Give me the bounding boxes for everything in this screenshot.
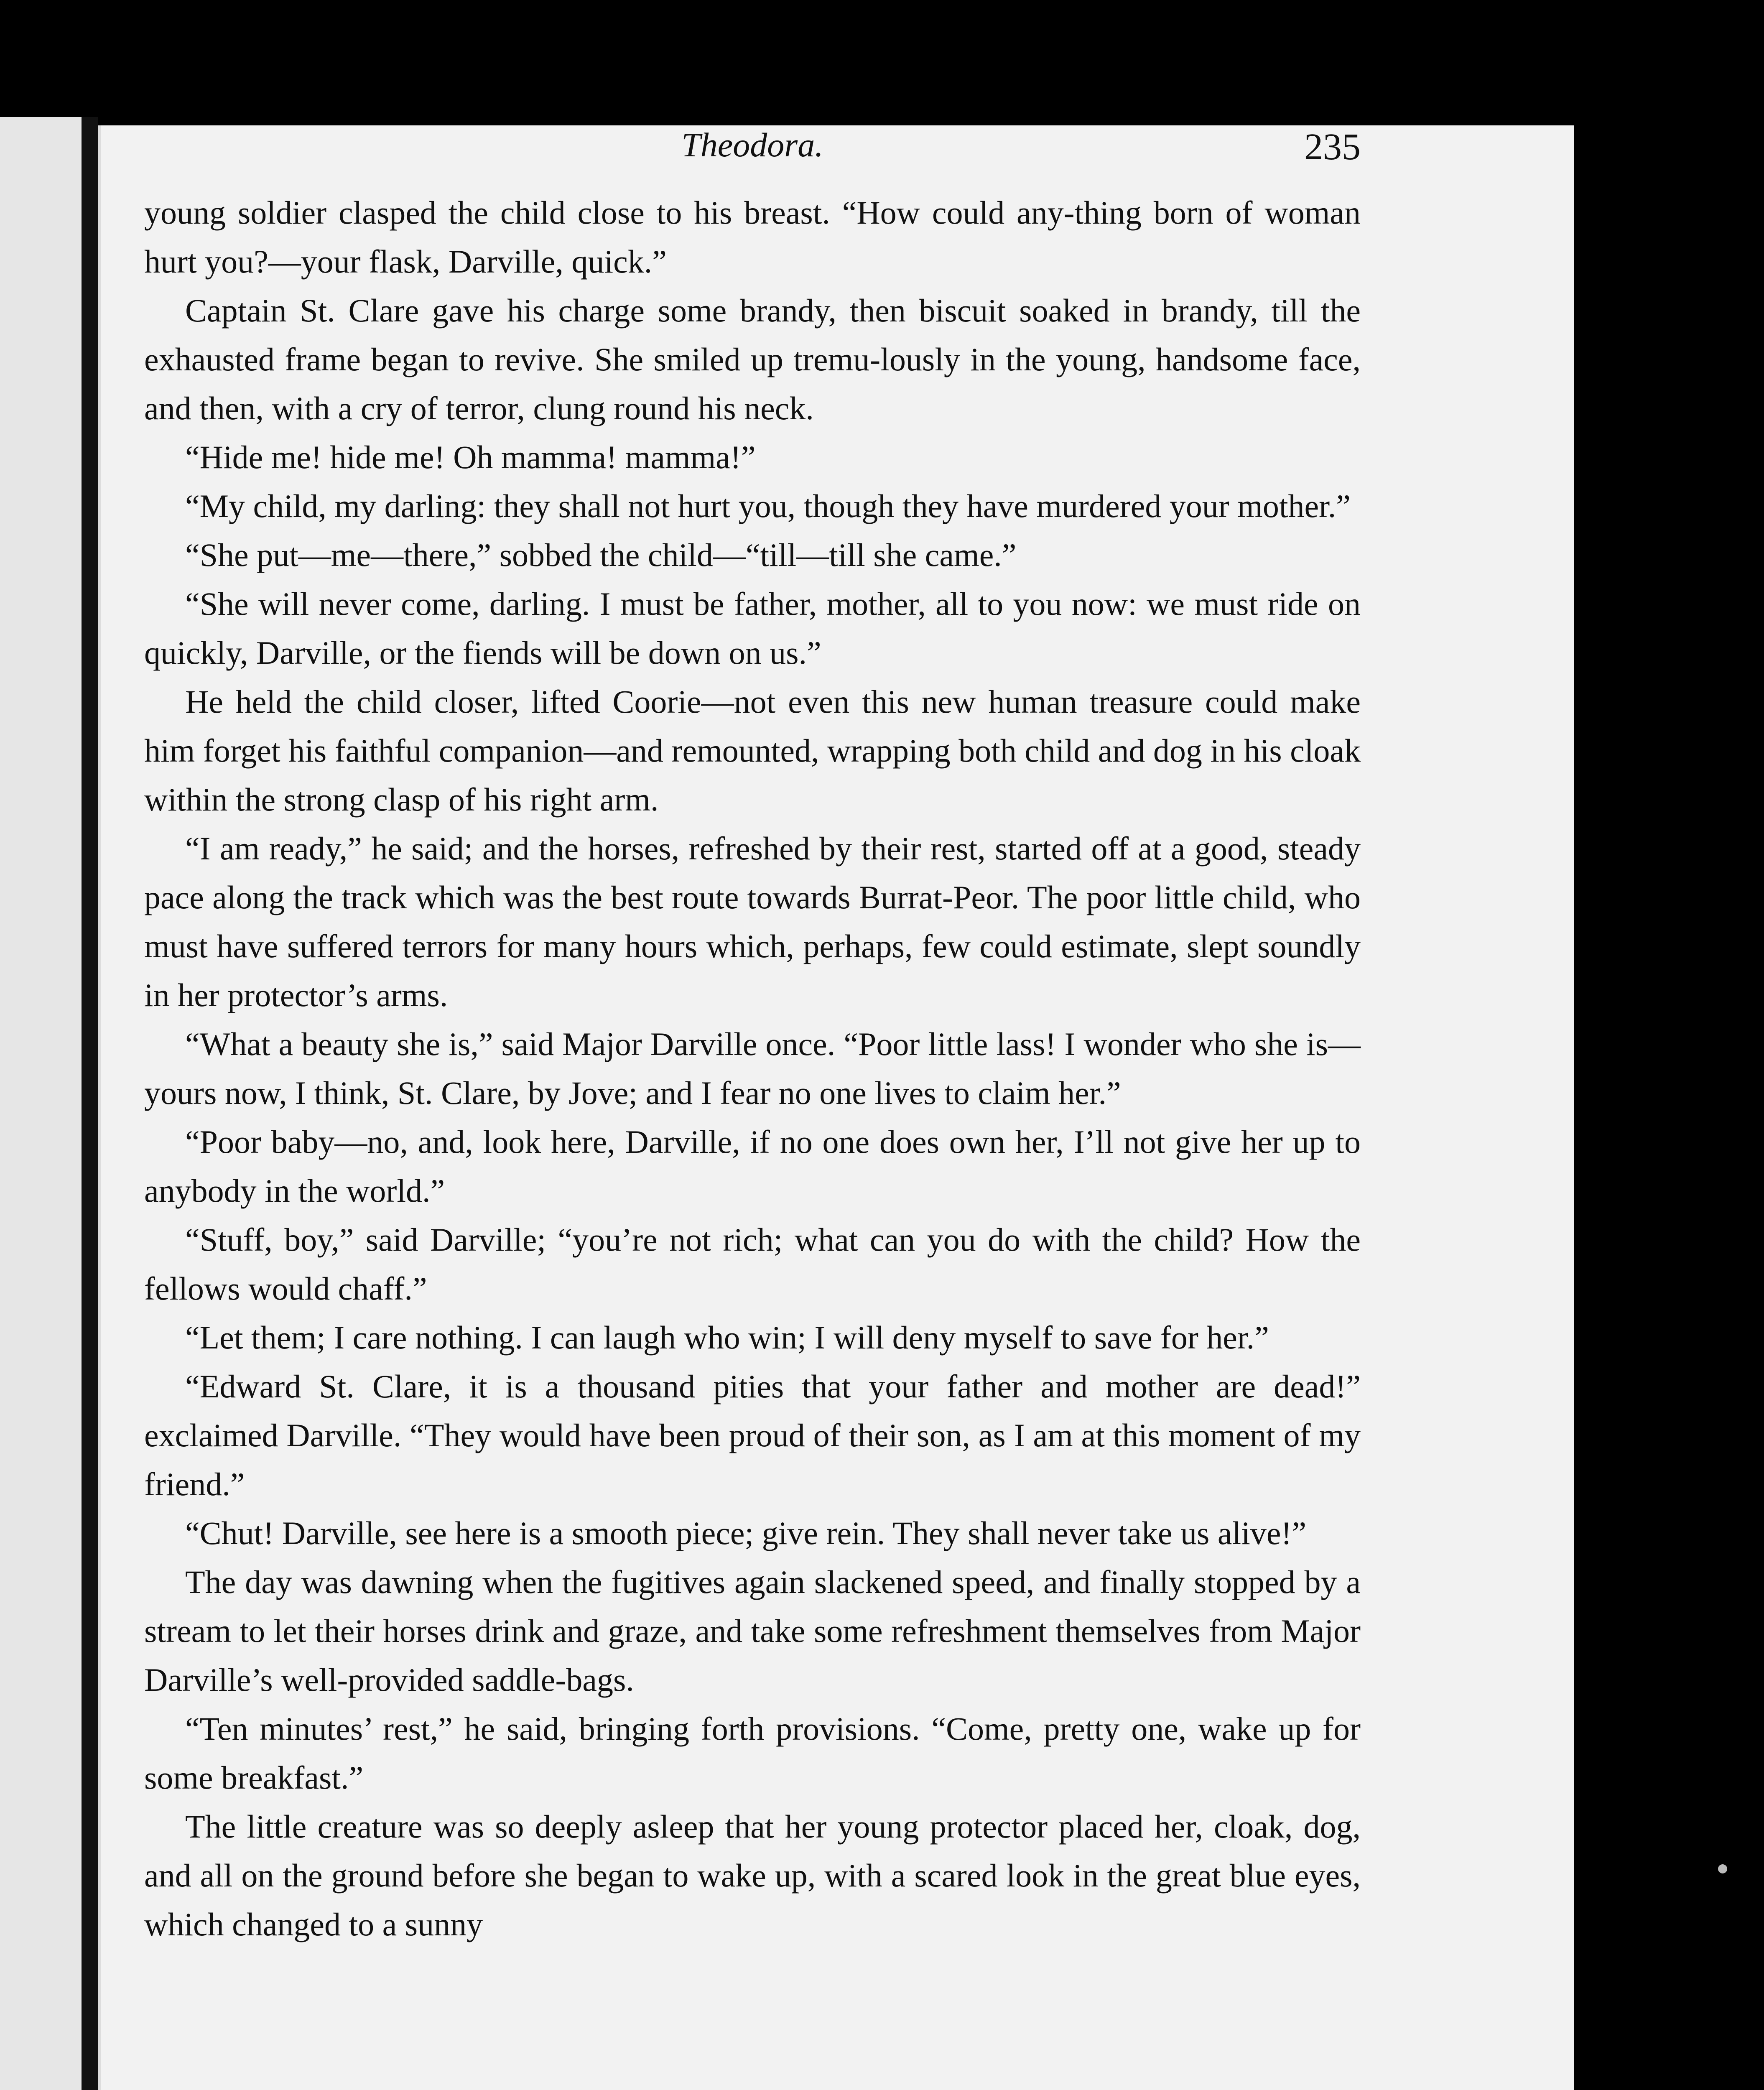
- book-gutter: [82, 117, 98, 2090]
- body-text: [144, 188, 1361, 1949]
- paragraph: “What a beauty she is,” said Major Darville once. “Poor little lass! I wonder who she is—yours now, I think, St. Clare, by Jove; and I fear no one lives to claim her.”: [144, 1026, 1361, 1111]
- paragraph: “Hide me! hide me! Oh mamma! mamma!”: [185, 439, 756, 475]
- paragraph: “Edward St. Clare, it is a thousand pities that your father and mother are dead!” exclaimed Darville. “They would have been proud of their son, as I am at this moment of my friend.”: [144, 1368, 1361, 1502]
- page-content: [144, 125, 1361, 1949]
- paragraph: “Poor baby—no, and, look here, Darville, if no one does own her, I’ll not give her up to anybody in the world.”: [144, 1124, 1361, 1209]
- paragraph: “My child, my darling: they shall not hurt you, though they have murdered your mother.”: [185, 488, 1351, 524]
- paragraph: young soldier clasped the child close to his breast. “How could any-thing born of woman hurt you?—your flask, Darville, quick.”: [144, 194, 1361, 280]
- page-number: 235: [1304, 126, 1361, 168]
- paragraph: He held the child closer, lifted Coorie—not even this new human treasure could make him forget his faithful companion—and remounted, wrapping both child and dog in his cloak within the strong clasp of his right arm.: [144, 683, 1361, 818]
- paragraph: “Stuff, boy,” said Darville; “you’re not rich; what can you do with the child? How the fellows would chaff.”: [144, 1221, 1361, 1307]
- running-head: [144, 125, 1361, 176]
- paragraph: “Chut! Darville, see here is a smooth piece; give rein. They shall never take us alive!”: [185, 1515, 1307, 1551]
- scan-speck: [1718, 1864, 1727, 1873]
- paragraph: “She put—me—there,” sobbed the child—“till—till she came.”: [185, 537, 1017, 573]
- paragraph: “I am ready,” he said; and the horses, refreshed by their rest, started off at a good, steady pace along the track which was the best route towards Burrat-Peor. The poor little child, who must have suffered terrors for many hours which, perhaps, few could estimate, slept soundly in her protector’s arms.: [144, 830, 1361, 1013]
- paragraph: “Ten minutes’ rest,” he said, bringing forth provisions. “Come, pretty one, wake up for some breakfast.”: [144, 1710, 1361, 1796]
- facing-page-edge: [0, 117, 84, 2090]
- running-title: Theodora.: [681, 126, 823, 164]
- paragraph: The little creature was so deeply asleep that her young protector placed her, cloak, dog, and all on the ground before she began to wake up, with a scared look in the great blue eyes, which changed to a sunny: [144, 1808, 1361, 1942]
- paragraph: Captain St. Clare gave his charge some brandy, then biscuit soaked in brandy, till the exhausted frame began to revive. She smiled up tremu-lously in the young, handsome face, and then, with a cry of terror, clung round his neck.: [144, 292, 1361, 426]
- paragraph: “She will never come, darling. I must be father, mother, all to you now: we must ride on quickly, Darville, or the fiends will be down on us.”: [144, 586, 1361, 671]
- paragraph: “Let them; I care nothing. I can laugh who win; I will deny myself to save for her.”: [185, 1319, 1269, 1356]
- paragraph: The day was dawning when the fugitives again slackened speed, and finally stopped by a stream to let their horses drink and graze, and take some refreshment themselves from Major Darville’s well-provided saddle-bags.: [144, 1564, 1361, 1698]
